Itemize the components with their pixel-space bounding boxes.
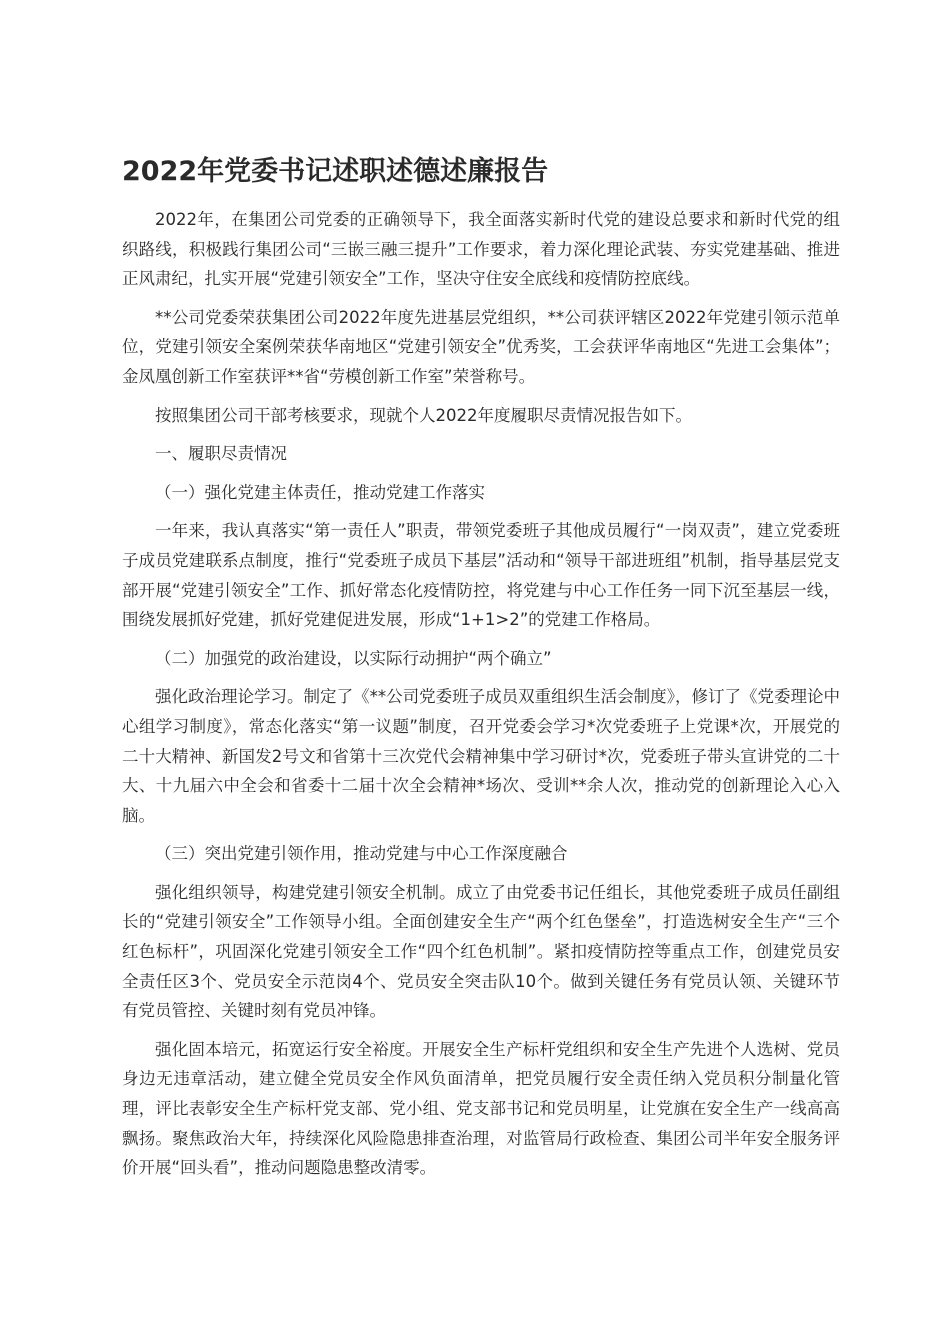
paragraph-organization-leadership: 强化组织领导，构建党建引领安全机制。成立了由党委书记任组长，其他党委班子成员任副组长的“党建引领安全”工作领导小组。全面创建安全生产“两个红色堡垒”，打造选树安全生产“三个红色标杆”，巩固深化党建引领安全工作“四个红色机制”。紧扣疫情防控等重点工作，创建党员安全责任区3个、党员安全示范岗4个、党员安全突击队10个。做到关键任务有党员认领、关键环节有党员管控、关键时刻有党员冲锋。	[122, 882, 840, 1021]
document-title: 2022年党委书记述职述德述廉报告	[122, 156, 549, 187]
paragraph-report-lead: 按照集团公司干部考核要求，现就个人2022年度履职尽责情况报告如下。	[155, 405, 692, 425]
paragraph-safety-margin: 强化固本培元，拓宽运行安全裕度。开展安全生产标杆党组织和安全生产先进个人选树、党员身边无违章活动，建立健全党员安全作风负面清单，把党员履行安全责任纳入党员积分制量化管理，评比表彰安全生产标杆党支部、党小组、党支部书记和党员明星，让党旗在安全生产一线高高飘扬。聚焦政治大年，持续深化风险隐患排查治理，对监管局行政检查、集团公司半年安全服务评价开展“回头看”，推动问题隐患整改清零。	[122, 1039, 840, 1178]
subsection-heading-3: （三）突出党建引领作用，推动党建与中心工作深度融合	[155, 844, 568, 864]
paragraph-intro: 2022年，在集团公司党委的正确领导下，我全面落实新时代党的建设总要求和新时代党的组织路线，积极践行集团公司“三嵌三融三提升”工作要求，着力深化理论武装、夯实党建基础、推进正风肃纪，扎实开展“党建引领安全”工作，坚决守住安全底线和疫情防控底线。	[122, 210, 840, 289]
paragraph-honors: **公司党委荣获集团公司2022年度先进基层党组织，**公司获评辖区2022年党建引领示范单位，党建引领安全案例荣获华南地区“党建引领安全”优秀奖，工会获评华南地区“先进工会集体”；金凤凰创新工作室获评**省“劳模创新工作室”荣誉称号。	[122, 307, 840, 386]
section-heading: 一、履职尽责情况	[155, 444, 287, 464]
subsection-heading-1: （一）强化党建主体责任，推动党建工作落实	[155, 482, 485, 502]
subsection-heading-2: （二）加强党的政治建设，以实际行动拥护“两个确立”	[155, 648, 552, 668]
document-body	[122, 205, 840, 1192]
paragraph-political-study: 强化政治理论学习。制定了《**公司党委班子成员双重组织生活会制度》，修订了《党委理论中心组学习制度》，常态化落实“第一议题”制度，召开党委会学习*次党委班子上党课*次，开展党的二十大精神、新国发2号文和省第十三次党代会精神集中学习研讨*次，党委班子带头宣讲党的二十大、十九届六中全会和省委十二届十次全会精神*场次、受训**余人次，推动党的创新理论入心入脑。	[122, 687, 840, 825]
paragraph-responsibility: 一年来，我认真落实“第一责任人”职责，带领党委班子其他成员履行“一岗双责”，建立党委班子成员党建联系点制度，推行“党委班子成员下基层”活动和“领导干部进班组”机制，指导基层党支部开展“党建引领安全”工作、抓好常态化疫情防控，将党建与中心工作任务一同下沉至基层一线，围绕发展抓好党建，抓好党建促进发展，形成“1+1>2”的党建工作格局。	[122, 521, 840, 630]
